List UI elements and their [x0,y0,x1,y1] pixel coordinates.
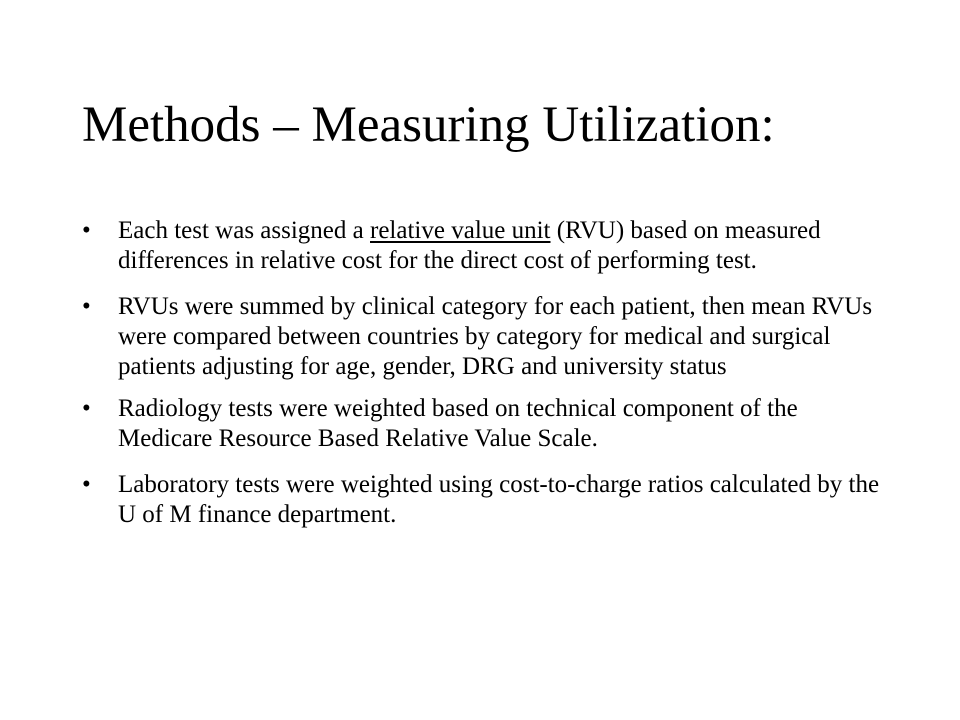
slide-title: Methods – Measuring Utilization: [82,97,775,153]
bullet-item-rvu-summing [82,292,882,382]
bullet-text: Laboratory tests were weighted using cost-to-charge ratios calculated by the U of M finance department. [118,471,880,528]
bullet-item-laboratory [82,470,882,530]
bullet-item-rvu-assignment [82,216,882,276]
bullet-text-before: Each test was assigned a [118,217,371,244]
bullet-list [82,216,882,546]
bullet-icon: • [82,217,91,244]
bullet-icon: • [82,471,91,498]
bullet-icon: • [82,395,91,422]
bullet-text: RVUs were summed by clinical category for each patient, then mean RVUs were compared between countries by category for medical and surgical patients adjusting for age, gender, DRG and university status [118,293,873,380]
bullet-text: Radiology tests were weighted based on technical component of the Medicare Resource Based Relative Value Scale. [118,395,798,452]
bullet-icon: • [82,293,91,320]
underlined-term: relative value unit [370,217,551,244]
bullet-text-after: (RVU) based on measured differences in relative cost for the direct cost of performing test. [118,217,821,274]
bullet-item-radiology [82,394,882,454]
